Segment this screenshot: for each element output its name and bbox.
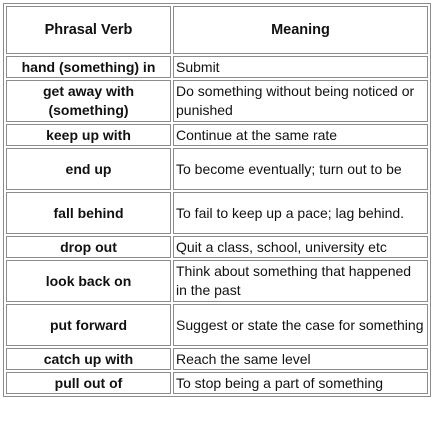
meaning-cell: Reach the same level [173, 348, 428, 370]
table-header-row [6, 6, 428, 54]
meaning-cell: To become eventually; turn out to be [173, 148, 428, 190]
meaning-cell: To stop being a part of something [173, 372, 428, 394]
meaning-cell: Quit a class, school, university etc [173, 236, 428, 258]
phrasal-verb-cell: fall behind [6, 192, 171, 234]
table-row [6, 304, 428, 346]
phrasal-verb-cell: look back on [6, 260, 171, 302]
header-meaning: Meaning [173, 6, 428, 54]
header-phrasal-verb: Phrasal Verb [6, 6, 171, 54]
meaning-cell: Continue at the same rate [173, 124, 428, 146]
meaning-cell: Suggest or state the case for something [173, 304, 428, 346]
phrasal-verb-cell: keep up with [6, 124, 171, 146]
phrasal-verbs-table [3, 3, 431, 397]
table-row [6, 56, 428, 78]
table-row [6, 148, 428, 190]
phrasal-verb-cell: catch up with [6, 348, 171, 370]
table-row [6, 348, 428, 370]
meaning-cell: Do something without being noticed or punished [173, 80, 428, 122]
meaning-cell: To fail to keep up a pace; lag behind. [173, 192, 428, 234]
table-row [6, 260, 428, 302]
meaning-cell: Submit [173, 56, 428, 78]
phrasal-verb-cell: drop out [6, 236, 171, 258]
phrasal-verb-cell: hand (something) in [6, 56, 171, 78]
table-row [6, 236, 428, 258]
table-row [6, 80, 428, 122]
phrasal-verb-cell: put forward [6, 304, 171, 346]
phrasal-verbs-table-container [3, 3, 431, 397]
table-row [6, 372, 428, 394]
phrasal-verb-cell: get away with (something) [6, 80, 171, 122]
phrasal-verb-cell: end up [6, 148, 171, 190]
meaning-cell: Think about something that happened in the past [173, 260, 428, 302]
phrasal-verb-cell: pull out of [6, 372, 171, 394]
table-row [6, 192, 428, 234]
table-row [6, 124, 428, 146]
